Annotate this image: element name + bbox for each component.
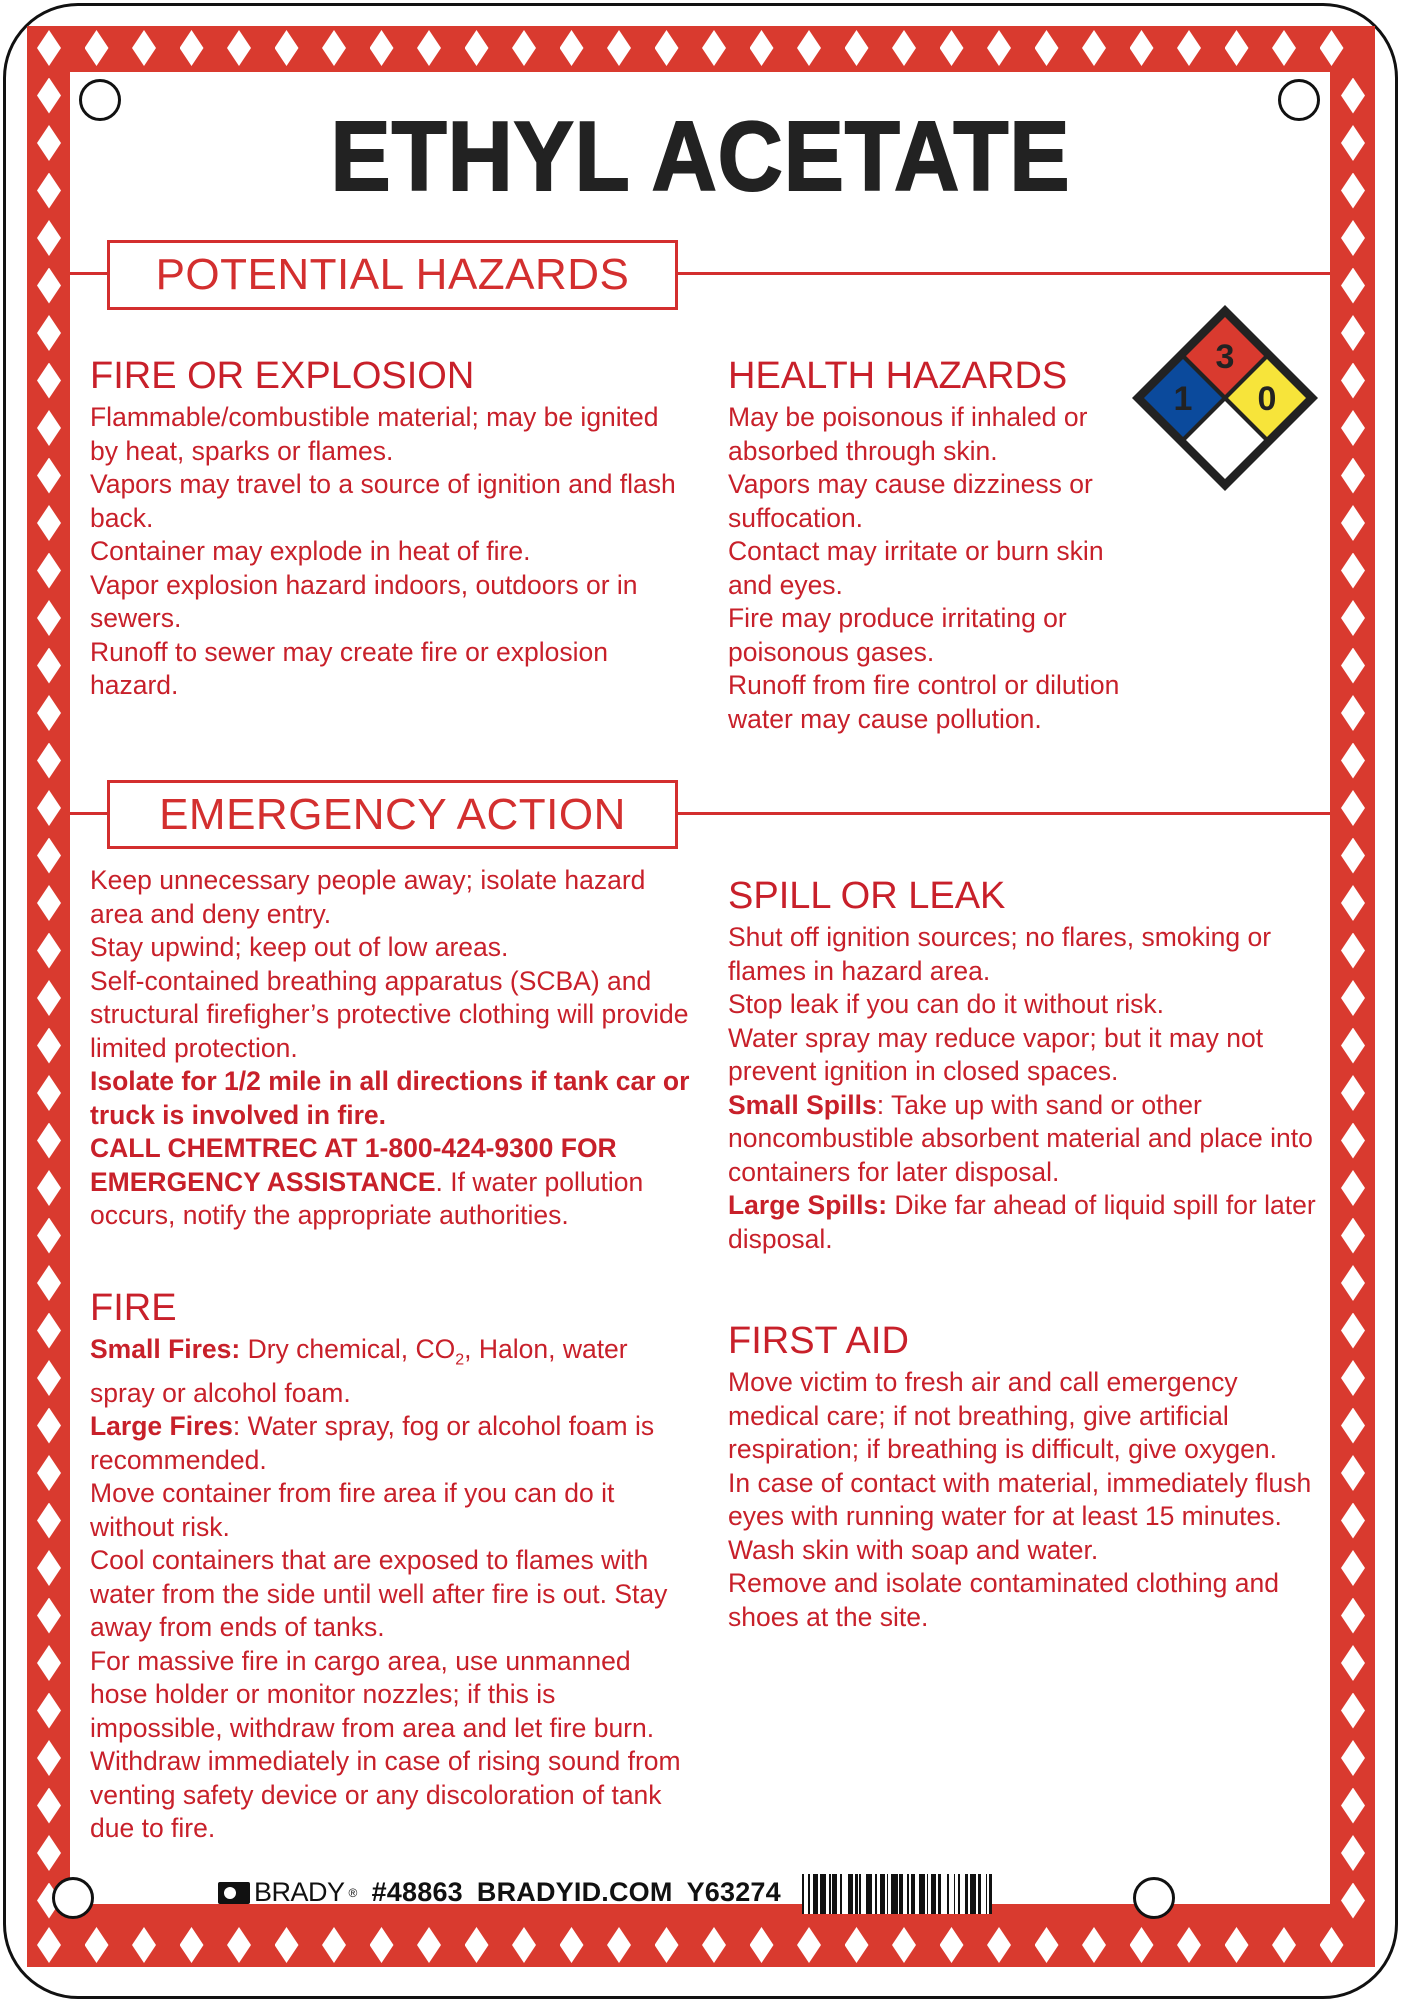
- border-diamond-icon: [85, 1927, 109, 1963]
- border-diamond-icon: [1035, 30, 1059, 66]
- border-diamond-icon: [1341, 648, 1365, 684]
- hazard-line: Vapors may cause dizziness or suffocation.: [728, 469, 1093, 533]
- part-number: #48863: [371, 1877, 463, 1907]
- border-diamond-icon: [1341, 1788, 1365, 1824]
- border-diamond-icon: [1341, 980, 1365, 1016]
- border-diamond-icon: [607, 1927, 631, 1963]
- border-diamond-icon: [37, 885, 61, 921]
- border-diamond-icon: [1341, 1265, 1365, 1301]
- spill-line: Water spray may reduce vapor; but it may not prevent ignition in closed spaces.: [728, 1022, 1264, 1086]
- border-diamond-icon: [180, 1927, 204, 1963]
- hazard-line: Vapors may travel to a source of ignition and flash back.: [90, 469, 676, 533]
- footer: [218, 1877, 781, 1908]
- border-diamond-icon: [132, 30, 156, 66]
- border-diamond-icon: [227, 30, 251, 66]
- mounting-hole-bottom-left: [52, 1877, 94, 1919]
- border-diamond-icon: [37, 695, 61, 731]
- border-diamond-icon: [37, 1265, 61, 1301]
- section-header-label: EMERGENCY ACTION: [159, 789, 626, 839]
- border-diamond-icon: [1341, 1170, 1365, 1206]
- barcode-icon: [802, 1874, 992, 1914]
- border-diamond-icon: [37, 458, 61, 494]
- section-header-emergency-action: [107, 780, 678, 849]
- border-diamond-icon: [1341, 1835, 1365, 1871]
- border-diamond-icon: [797, 30, 821, 66]
- brand-name: BRADY: [254, 1877, 345, 1907]
- border-diamond-icon: [987, 30, 1011, 66]
- action-line: Stay upwind; keep out of low areas.: [90, 932, 509, 962]
- border-diamond-icon: [1341, 695, 1365, 731]
- border-diamond-icon: [1272, 30, 1296, 66]
- section-heading: SPILL OR LEAK: [728, 875, 1006, 917]
- section-header-potential-hazards: [107, 240, 678, 310]
- border-diamond-icon: [37, 790, 61, 826]
- border-diamond-icon: [1035, 1927, 1059, 1963]
- border-diamond-icon: [227, 1927, 251, 1963]
- border-diamond-icon: [180, 30, 204, 66]
- border-diamond-icon: [1341, 743, 1365, 779]
- border-diamond-icon: [702, 1927, 726, 1963]
- border-diamond-icon: [37, 1740, 61, 1776]
- small-fires-line: [90, 1333, 690, 1410]
- border-diamond-icon: [37, 363, 61, 399]
- hazard-line: Runoff from fire control or dilution water may cause pollution.: [728, 670, 1120, 734]
- border-diamond-icon: [1341, 315, 1365, 351]
- border-diamond-icon: [37, 1645, 61, 1681]
- border-diamond-icon: [322, 1927, 346, 1963]
- nfpa-instability-value: 0: [1257, 380, 1277, 418]
- border-diamond-icon: [37, 410, 61, 446]
- border-diamond-icon: [845, 30, 869, 66]
- section-header-label: POTENTIAL HAZARDS: [155, 250, 630, 299]
- border-diamond-icon: [37, 1123, 61, 1159]
- border-diamond-icon: [1341, 1645, 1365, 1681]
- border-diamond-icon: [940, 30, 964, 66]
- border-diamond-icon: [37, 1313, 61, 1349]
- border-diamond-icon: [1341, 1028, 1365, 1064]
- border-diamond-icon: [37, 30, 61, 66]
- border-diamond-icon: [370, 1927, 394, 1963]
- large-spills-line: [728, 1189, 1328, 1256]
- first-aid-line: Move victim to fresh air and call emergency medical care; if not breathing, give artificial respiration; if breathing is difficult, give oxygen.: [728, 1367, 1277, 1464]
- border-diamond-icon: [1341, 933, 1365, 969]
- border-diamond-icon: [1341, 220, 1365, 256]
- border-diamond-icon: [85, 30, 109, 66]
- border-diamond-icon: [655, 1927, 679, 1963]
- border-diamond-icon: [1341, 1503, 1365, 1539]
- section-health-hazards: [728, 355, 1138, 736]
- border-diamond-icon: [1341, 1693, 1365, 1729]
- border-diamond-icon: [275, 1927, 299, 1963]
- border-diamond-icon: [370, 30, 394, 66]
- border-diamond-icon: [37, 1788, 61, 1824]
- border-diamond-icon: [1341, 838, 1365, 874]
- border-diamond-icon: [1341, 268, 1365, 304]
- border-diamond-icon: [1341, 1598, 1365, 1634]
- section-heading: FIRST AID: [728, 1320, 909, 1362]
- border-diamond-icon: [37, 980, 61, 1016]
- border-diamond-icon: [1272, 1927, 1296, 1963]
- border-diamond-icon: [1341, 1313, 1365, 1349]
- border-diamond-icon: [1130, 30, 1154, 66]
- brady-logo: [218, 1877, 358, 1908]
- border-diamond-icon: [1341, 1740, 1365, 1776]
- border-diamond-icon: [37, 1360, 61, 1396]
- section-first-aid: [728, 1320, 1328, 1634]
- hazard-line: Runoff to sewer may create fire or explosion hazard.: [90, 636, 608, 700]
- border-diamond-icon: [417, 1927, 441, 1963]
- border-diamond-icon: [797, 1927, 821, 1963]
- section-heading: FIRE: [90, 1287, 177, 1329]
- spill-line: Shut off ignition sources; no flares, smoking or flames in hazard area.: [728, 922, 1272, 986]
- hazard-line: Fire may produce irritating or poisonous gases.: [728, 603, 1067, 667]
- mounting-hole-bottom-right: [1133, 1877, 1175, 1919]
- chemtrec-rest: . If water pollution occurs, notify the appropriate authorities.: [90, 1166, 644, 1230]
- border-diamond-icon: [37, 1693, 61, 1729]
- border-diamond-icon: [560, 1927, 584, 1963]
- small-spills-label: Small Spills: [728, 1089, 877, 1120]
- border-diamond-icon: [1341, 553, 1365, 589]
- large-fires-label: Large Fires: [90, 1411, 233, 1442]
- border-diamond-icon: [465, 30, 489, 66]
- product-code: Y63274: [686, 1877, 781, 1907]
- fire-line: Cool containers that are exposed to flames with water from the side until well after fire is out. Stay away from ends of tanks.: [90, 1545, 668, 1643]
- border-diamond-icon: [1341, 1408, 1365, 1444]
- border-diamond-icon: [512, 1927, 536, 1963]
- border-diamond-icon: [37, 220, 61, 256]
- border-diamond-icon: [465, 1927, 489, 1963]
- border-diamond-icon: [1225, 30, 1249, 66]
- border-diamond-icon: [1320, 1927, 1344, 1963]
- border-diamond-icon: [1082, 30, 1106, 66]
- border-diamond-icon: [1341, 458, 1365, 494]
- section-heading: FIRE OR EXPLOSION: [90, 355, 475, 397]
- nfpa-diamond-icon: [1130, 303, 1320, 493]
- isolation-distance: Isolate for 1/2 mile in all directions if tank car or truck is involved in fire.: [90, 1066, 690, 1130]
- action-line: Keep unnecessary people away; isolate hazard area and deny entry.: [90, 865, 646, 929]
- small-fires-text-rest: , Halon, water spray or alcohol foam.: [90, 1334, 628, 1408]
- small-spills-line: [728, 1089, 1328, 1190]
- first-aid-line: Remove and isolate contaminated clothing and shoes at the site.: [728, 1568, 1279, 1632]
- border-diamond-icon: [1082, 1927, 1106, 1963]
- border-diamond-icon: [1341, 1360, 1365, 1396]
- border-diamond-icon: [1341, 790, 1365, 826]
- border-diamond-icon: [1341, 1455, 1365, 1491]
- spill-line: Stop leak if you can do it without risk.: [728, 989, 1164, 1019]
- large-fires-text: : Water spray, fog or alcohol foam is recommended.: [90, 1411, 655, 1475]
- registered-mark: ®: [348, 1885, 358, 1900]
- border-diamond-icon: [1341, 1218, 1365, 1254]
- hazard-line: Flammable/combustible material; may be ignited by heat, sparks or flames.: [90, 402, 659, 466]
- border-diamond-icon: [37, 1598, 61, 1634]
- hazard-line: Container may explode in heat of fire.: [90, 536, 531, 566]
- border-diamond-icon: [940, 1927, 964, 1963]
- page-title: ETHYL ACETATE: [330, 101, 1071, 211]
- border-diamond-icon: [37, 600, 61, 636]
- border-diamond-icon: [1341, 410, 1365, 446]
- hazard-line: Contact may irritate or burn skin and eyes.: [728, 536, 1104, 600]
- border-diamond-icon: [37, 505, 61, 541]
- section-fire: [90, 1287, 690, 1846]
- border-diamond-icon: [702, 30, 726, 66]
- border-diamond-icon: [37, 1550, 61, 1586]
- action-line-bold: [90, 1065, 690, 1132]
- border-diamond-icon: [655, 30, 679, 66]
- border-diamond-icon: [37, 1455, 61, 1491]
- border-diamond-icon: [37, 1218, 61, 1254]
- border-diamond-icon: [37, 1075, 61, 1111]
- border-diamond-icon: [1341, 1075, 1365, 1111]
- border-diamond-icon: [1177, 1927, 1201, 1963]
- border-diamond-icon: [892, 30, 916, 66]
- border-diamond-icon: [1341, 1123, 1365, 1159]
- action-line: Self-contained breathing apparatus (SCBA) and structural firefigher’s protective clothing will provide limited protection.: [90, 965, 689, 1063]
- border-diamond-icon: [1341, 885, 1365, 921]
- border-diamond-icon: [37, 1170, 61, 1206]
- first-aid-line: In case of contact with material, immediately flush eyes with running water for at least 15 minutes. Wash skin with soap and water.: [728, 1467, 1312, 1565]
- border-diamond-icon: [37, 1927, 61, 1963]
- border-diamond-icon: [132, 1927, 156, 1963]
- fire-line: For massive fire in cargo area, use unmanned hose holder or monitor nozzles; if this is impossible, withdraw from area and let fire burn.: [90, 1645, 655, 1743]
- border-diamond-icon: [1320, 30, 1344, 66]
- chemtrec-phone: CALL CHEMTREC AT 1-800-424-9300 FOR EMERGENCY ASSISTANCE: [90, 1133, 617, 1197]
- border-diamond-icon: [37, 1028, 61, 1064]
- border-diamond-icon: [1341, 505, 1365, 541]
- border-diamond-icon: [1341, 363, 1365, 399]
- border-diamond-icon: [37, 743, 61, 779]
- border-diamond-icon: [1341, 1550, 1365, 1586]
- website: BRADYID.COM: [476, 1877, 673, 1907]
- fire-line: Move container from fire area if you can do it without risk.: [90, 1478, 615, 1542]
- border-diamond-icon: [512, 30, 536, 66]
- border-diamond-icon: [37, 838, 61, 874]
- large-fires-line: [90, 1410, 690, 1477]
- border-diamond-icon: [892, 1927, 916, 1963]
- section-spill-or-leak: [728, 875, 1328, 1256]
- small-fires-label: Small Fires:: [90, 1334, 241, 1364]
- border-diamond-icon: [750, 30, 774, 66]
- nfpa-flammability-value: 3: [1215, 338, 1235, 376]
- border-diamond-icon: [1177, 30, 1201, 66]
- border-diamond-icon: [1225, 1927, 1249, 1963]
- chemtrec-line: [90, 1132, 690, 1233]
- large-spills-label: Large Spills:: [728, 1190, 888, 1220]
- border-diamond-icon: [37, 1503, 61, 1539]
- border-diamond-icon: [560, 30, 584, 66]
- border-diamond-icon: [37, 553, 61, 589]
- border-diamond-icon: [37, 268, 61, 304]
- border-diamond-icon: [275, 30, 299, 66]
- section-fire-or-explosion: [90, 355, 690, 703]
- border-diamond-icon: [1130, 1927, 1154, 1963]
- hazard-line: May be poisonous if inhaled or absorbed through skin.: [728, 402, 1088, 466]
- border-diamond-icon: [1341, 600, 1365, 636]
- border-diamond-icon: [37, 1408, 61, 1444]
- border-diamond-icon: [845, 1927, 869, 1963]
- border-diamond-icon: [37, 315, 61, 351]
- border-diamond-icon: [417, 30, 441, 66]
- hazard-line: Vapor explosion hazard indoors, outdoors or in sewers.: [90, 569, 638, 633]
- fire-line: Withdraw immediately in case of rising sound from venting safety device or any discoloration of tank due to fire.: [90, 1746, 681, 1844]
- border-diamond-icon: [37, 933, 61, 969]
- large-spills-text: Dike far ahead of liquid spill for later disposal.: [728, 1190, 1316, 1254]
- border-diamond-icon: [1341, 1883, 1365, 1919]
- border-diamond-icon: [322, 30, 346, 66]
- section-heading: HEALTH HAZARDS: [728, 355, 1068, 397]
- section-emergency-general: [90, 864, 690, 1233]
- co2-subscript: 2: [455, 1351, 465, 1369]
- small-spills-text: : Take up with sand or other noncombustible absorbent material and place into containers for later disposal.: [728, 1089, 1313, 1187]
- border-diamond-icon: [607, 30, 631, 66]
- border-diamond-icon: [37, 648, 61, 684]
- border-diamond-icon: [987, 1927, 1011, 1963]
- brady-logo-icon: [218, 1882, 250, 1904]
- nfpa-health-value: 1: [1173, 380, 1193, 418]
- border-diamond-icon: [37, 1835, 61, 1871]
- small-fires-text: Dry chemical, CO: [240, 1334, 456, 1364]
- border-diamond-icon: [750, 1927, 774, 1963]
